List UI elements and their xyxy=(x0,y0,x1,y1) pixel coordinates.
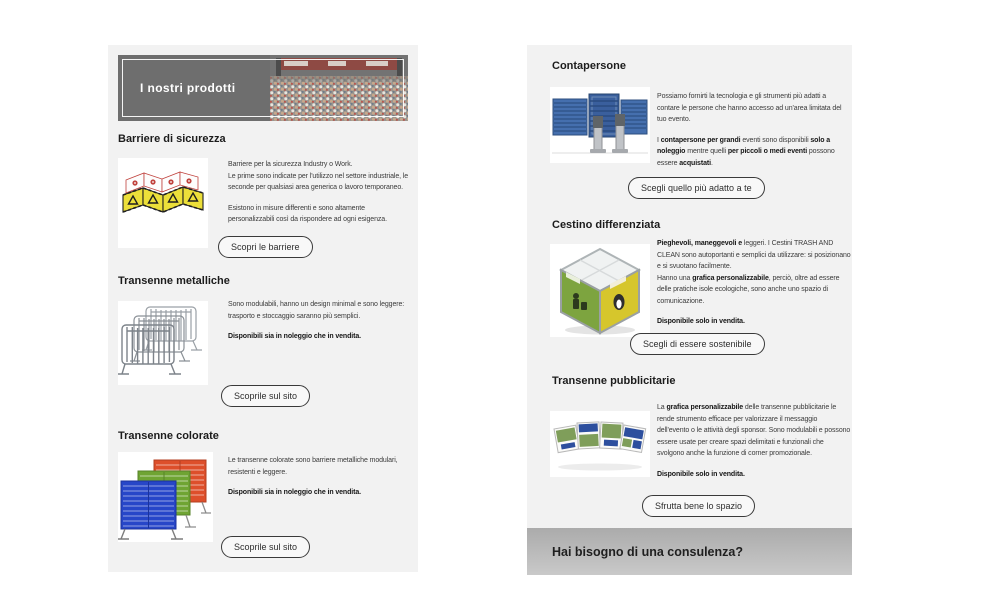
barriere-cta-button[interactable]: Scopri le barriere xyxy=(218,236,313,258)
paragraph: Disponibili sia in noleggio che in vendita. xyxy=(228,489,361,496)
consultation-banner xyxy=(527,528,852,575)
products-banner xyxy=(118,55,408,121)
section-heading-cestino-differenziata: Cestino differenziata xyxy=(552,219,661,231)
section-heading-transenne-pubblicitarie: Transenne pubblicitarie xyxy=(552,375,676,387)
paragraph: I contapersone per grandi eventi sono disponibili solo a noleggio mentre quelli per piccoli o medi eventi possono essere acquistati. xyxy=(657,136,835,167)
cestino-cta-button[interactable]: Scegli di essere sostenibile xyxy=(630,333,765,355)
paragraph: Barriere per la sicurezza Industry o Work. Le prime sono indicate per l'utilizzo nel settore industriale, le seconde per qualsiasi area generica o lavoro temporaneo. xyxy=(228,161,409,191)
metalliche-cta-button[interactable]: Scoprile sul sito xyxy=(221,385,310,407)
hazard-safety-barriers-photo xyxy=(118,158,208,248)
banner-title: I nostri prodotti xyxy=(140,81,236,95)
section-heading-contapersone: Contapersone xyxy=(552,60,626,72)
left-column xyxy=(108,45,418,572)
contapersone-cta-button[interactable]: Scegli quello più adatto a te xyxy=(628,177,765,199)
paragraph: Disponibile solo in vendita. xyxy=(657,318,745,325)
paragraph: Sono modulabili, hanno un design minimal e sono leggere: trasporto e stoccaggio saranno più semplici. xyxy=(228,301,405,320)
paragraph: Pieghevoli, maneggevoli e leggeri. I Cestini TRASH AND CLEAN sono autoportanti e semplici da utilizzare: si posizionano e si svuotano facilmente. Hanno una grafica personalizzabile, perciò, oltre ad essere delle pratiche isole ecologiche, sono anche uno spazio di comunicazione. xyxy=(657,240,851,305)
section-heading-barriere-di-sicurezza: Barriere di sicurezza xyxy=(118,133,226,145)
pubblicitarie-cta-button[interactable]: Sfrutta bene lo spazio xyxy=(642,495,755,517)
section-heading-transenne-colorate: Transenne colorate xyxy=(118,430,219,442)
section-text-metalliche xyxy=(228,299,412,352)
section-text-pubblicitarie xyxy=(657,402,851,489)
metal-crowd-barriers-photo xyxy=(118,301,208,385)
paragraph: Disponibili sia in noleggio che in vendita. xyxy=(228,333,361,340)
paragraph: Possiamo fornirti la tecnologia e gli strumenti più adatti a contare le persone che hanno accesso ad un'area limitata del tuo evento. xyxy=(657,93,842,123)
recycling-cube-bin-photo xyxy=(550,244,650,337)
advertising-barriers-photo xyxy=(550,411,650,477)
race-crowd-photo xyxy=(270,55,408,121)
section-text-cestino xyxy=(657,238,851,337)
section-text-contapersone xyxy=(657,91,849,178)
section-text-barriere xyxy=(228,159,412,235)
section-text-colorate xyxy=(228,455,412,508)
consultation-title: Hai bisogno di una consulenza? xyxy=(552,544,743,559)
paragraph: Esistono in misure differenti e sono altamente personalizzabili così da rispondere ad ogni esigenza. xyxy=(228,204,387,223)
paragraph: La grafica personalizzabile delle transenne pubblicitarie le rende strumento efficace per valorizzare il messaggio dell'evento o le attività degli sponsor. Sono modulabili e possono essere usate per creare spazi delimitati e funzionali che svolgono anche la funzione di corner promozionale. xyxy=(657,404,851,457)
paragraph: Le transenne colorate sono barriere metalliche modulari, resistenti e leggere. xyxy=(228,457,398,476)
people-counter-gates-photo xyxy=(550,87,650,163)
paragraph: Disponibile solo in vendita. xyxy=(657,470,745,478)
colored-crowd-barriers-photo xyxy=(118,452,213,542)
right-column xyxy=(527,45,852,575)
colorate-cta-button[interactable]: Scoprile sul sito xyxy=(221,536,310,558)
section-heading-transenne-metalliche: Transenne metalliche xyxy=(118,275,230,287)
